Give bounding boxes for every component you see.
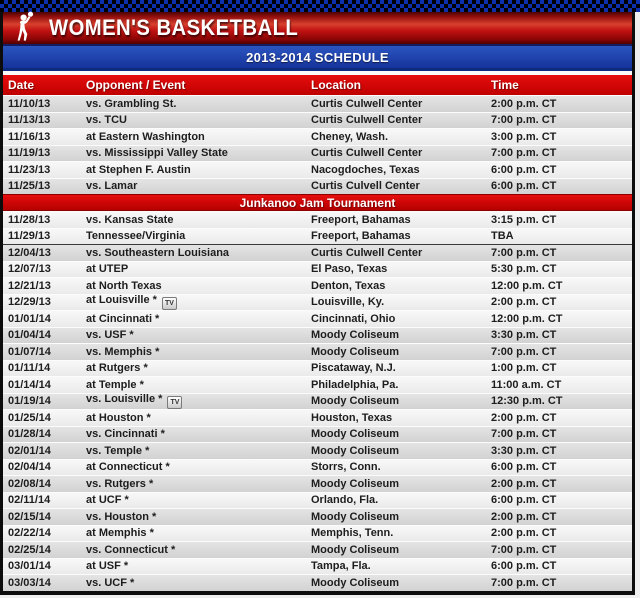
opponent-cell: vs. Connecticut * [86,543,176,556]
title-banner [3,12,632,46]
checker-pattern [0,0,640,12]
opponent-cell: at Houston * [86,411,151,424]
location-cell: Tampa, Fla. [311,560,371,573]
schedule-row [3,508,632,525]
column-header-opponent: Opponent / Event [86,78,186,92]
location-cell: Denton, Texas [311,279,386,292]
time-cell: 5:30 p.m. CT [491,263,557,276]
schedule-row [3,261,632,278]
opponent-cell: at Eastern Washington [86,130,205,143]
date-cell: 11/13/13 [8,114,51,127]
schedule-row [3,211,632,228]
date-cell: 01/14/14 [8,378,51,391]
time-cell: 2:00 p.m. CT [491,510,557,523]
opponent-cell: vs. TCU [86,114,127,127]
date-cell: 01/25/14 [8,411,51,424]
schedule-row [3,574,632,591]
location-cell: Orlando, Fla. [311,494,379,507]
schedule-row [3,310,632,327]
time-cell: 2:00 p.m. CT [491,411,557,424]
schedule-row [3,442,632,459]
date-cell: 12/07/13 [8,263,51,276]
schedule-row [3,294,632,311]
time-cell: 3:15 p.m. CT [491,213,557,226]
column-header-date: Date [8,78,35,92]
time-cell: 11:00 a.m. CT [491,378,562,391]
date-cell: 02/22/14 [8,527,51,540]
date-cell: 02/15/14 [8,510,51,523]
time-cell: 12:00 p.m. CT [491,312,563,325]
time-cell: 6:00 p.m. CT [491,163,557,176]
opponent-cell: vs. Mississippi Valley State [86,147,228,160]
schedule-subheader [3,46,632,71]
opponent-cell: at UTEP [86,263,129,276]
location-cell: Storrs, Conn. [311,461,381,474]
opponent-cell: at Temple * [86,378,144,391]
schedule-row [3,145,632,162]
tv-icon: TV [167,396,182,409]
tv-icon: TV [162,297,177,310]
opponent-cell: at Rutgers * [86,362,148,375]
location-cell: Cheney, Wash. [311,130,389,143]
time-cell: 7:00 p.m. CT [491,576,557,589]
schedule-row [3,558,632,575]
opponent-cell: vs. Rutgers * [86,477,154,490]
opponent-cell: at Memphis * [86,527,154,540]
time-cell: 12:30 p.m. CT [491,395,563,408]
schedule-row [3,541,632,558]
time-cell: 2:00 p.m. CT [491,97,557,110]
schedule-row [3,244,632,261]
opponent-cell: at Cincinnati * [86,312,160,325]
date-cell: 02/08/14 [8,477,51,490]
opponent-cell: vs. UCF * [86,576,135,589]
opponent-cell: at Connecticut * [86,461,170,474]
column-header-location: Location [311,78,361,92]
time-cell: 7:00 p.m. CT [491,428,557,441]
time-cell: 2:00 p.m. CT [491,296,557,309]
schedule-row [3,492,632,509]
location-cell: Freeport, Bahamas [311,230,411,243]
date-cell: 01/07/14 [8,345,51,358]
time-cell: 6:00 p.m. CT [491,494,557,507]
location-cell: Moody Coliseum [311,329,400,342]
schedule-row [3,426,632,443]
date-cell: 01/04/14 [8,329,51,342]
location-cell: Cincinnati, Ohio [311,312,396,325]
location-cell: Memphis, Tenn. [311,527,394,540]
date-cell: 12/21/13 [8,279,51,292]
location-cell: Philadelphia, Pa. [311,378,399,391]
time-cell: 2:00 p.m. CT [491,477,557,490]
date-cell: 11/23/13 [8,163,51,176]
date-cell: 11/16/13 [8,130,51,143]
location-cell: Curtis Culwell Center [311,246,423,259]
date-cell: 12/04/13 [8,246,51,259]
time-cell: 6:00 p.m. CT [491,461,557,474]
opponent-cell: vs. Memphis * [86,345,160,358]
location-cell: El Paso, Texas [311,263,388,276]
time-cell: 7:00 p.m. CT [491,543,557,556]
schedule-row [3,178,632,195]
date-cell: 02/11/14 [8,494,51,507]
location-cell: Moody Coliseum [311,510,400,523]
schedule-row [3,327,632,344]
date-cell: 11/28/13 [8,213,51,226]
opponent-cell: vs. Temple * [86,444,150,457]
opponent-cell: vs. Cincinnati * [86,428,165,441]
date-cell: 01/11/14 [8,362,51,375]
date-cell: 01/19/14 [8,395,51,408]
schedule-row [3,376,632,393]
date-cell: 02/25/14 [8,543,51,556]
date-cell: 11/19/13 [8,147,51,160]
page-title: WOMEN'S BASKETBALL [49,15,299,40]
schedule-panel [0,12,635,595]
schedule-row [3,228,632,245]
tournament-banner: Junkanoo Jam Tournament [3,194,632,211]
date-cell: 01/28/14 [8,428,51,441]
opponent-cell: vs. Southeastern Louisiana [86,246,230,259]
location-cell: Moody Coliseum [311,477,400,490]
opponent-cell: at Louisville * TV [86,294,311,310]
schedule-row [3,360,632,377]
time-cell: 7:00 p.m. CT [491,345,557,358]
date-cell: 02/04/14 [8,461,51,474]
time-cell: TBA [491,230,514,243]
opponent-cell: Tennessee/Virginia [86,230,186,243]
location-cell: Moody Coliseum [311,576,400,589]
schedule-row [3,161,632,178]
schedule-row [3,95,632,112]
schedule-row [3,112,632,129]
time-cell: 1:00 p.m. CT [491,362,557,375]
time-cell: 7:00 p.m. CT [491,147,557,160]
time-cell: 3:30 p.m. CT [491,444,557,457]
location-cell: Curtis Culwell Center [311,147,423,160]
opponent-cell: vs. Grambling St. [86,97,177,110]
schedule-subheader-label: 2013-2014 SCHEDULE [246,49,389,65]
date-cell: 02/01/14 [8,444,51,457]
schedule-row [3,525,632,542]
time-cell: 12:00 p.m. CT [491,279,563,292]
column-header-time: Time [491,78,519,92]
time-cell: 7:00 p.m. CT [491,246,557,259]
location-cell: Louisville, Ky. [311,296,385,309]
opponent-cell: at USF * [86,560,129,573]
time-cell: 7:00 p.m. CT [491,114,557,127]
time-cell: 3:00 p.m. CT [491,130,557,143]
bottom-border [3,591,632,595]
schedule-row [3,393,632,410]
location-cell: Nacogdoches, Texas [311,163,420,176]
location-cell: Curtis Culwell Center [311,97,423,110]
opponent-cell: vs. Houston * [86,510,157,523]
basketball-player-icon [15,11,37,46]
date-cell: 12/29/13 [8,296,51,309]
time-cell: 6:00 p.m. CT [491,560,557,573]
location-cell: Curtis Culvell Center [311,180,420,193]
location-cell: Moody Coliseum [311,444,400,457]
location-cell: Curtis Culwell Center [311,114,423,127]
opponent-cell: at Stephen F. Austin [86,163,191,176]
location-cell: Houston, Texas [311,411,393,424]
location-cell: Moody Coliseum [311,345,400,358]
schedule-row [3,459,632,476]
time-cell: 2:00 p.m. CT [491,527,557,540]
schedule-row [3,475,632,492]
schedule-row [3,409,632,426]
time-cell: 6:00 p.m. CT [491,180,557,193]
location-cell: Moody Coliseum [311,395,400,408]
opponent-cell: at UCF * [86,494,129,507]
opponent-cell: vs. Lamar [86,180,138,193]
opponent-cell: vs. Louisville * TV [86,393,311,409]
date-cell: 11/10/13 [8,97,51,110]
opponent-cell: vs. USF * [86,329,134,342]
location-cell: Moody Coliseum [311,428,400,441]
schedule-body [3,95,632,591]
location-cell: Freeport, Bahamas [311,213,411,226]
date-cell: 01/01/14 [8,312,51,325]
schedule-row [3,277,632,294]
opponent-cell: at North Texas [86,279,162,292]
date-cell: 11/29/13 [8,230,51,243]
date-cell: 11/25/13 [8,180,51,193]
location-cell: Moody Coliseum [311,543,400,556]
schedule-row [3,343,632,360]
time-cell: 3:30 p.m. CT [491,329,557,342]
date-cell: 03/01/14 [8,560,51,573]
opponent-cell: vs. Kansas State [86,213,174,226]
location-cell: Piscataway, N.J. [311,362,396,375]
date-cell: 03/03/14 [8,576,51,589]
table-header [3,75,632,95]
schedule-row [3,128,632,145]
